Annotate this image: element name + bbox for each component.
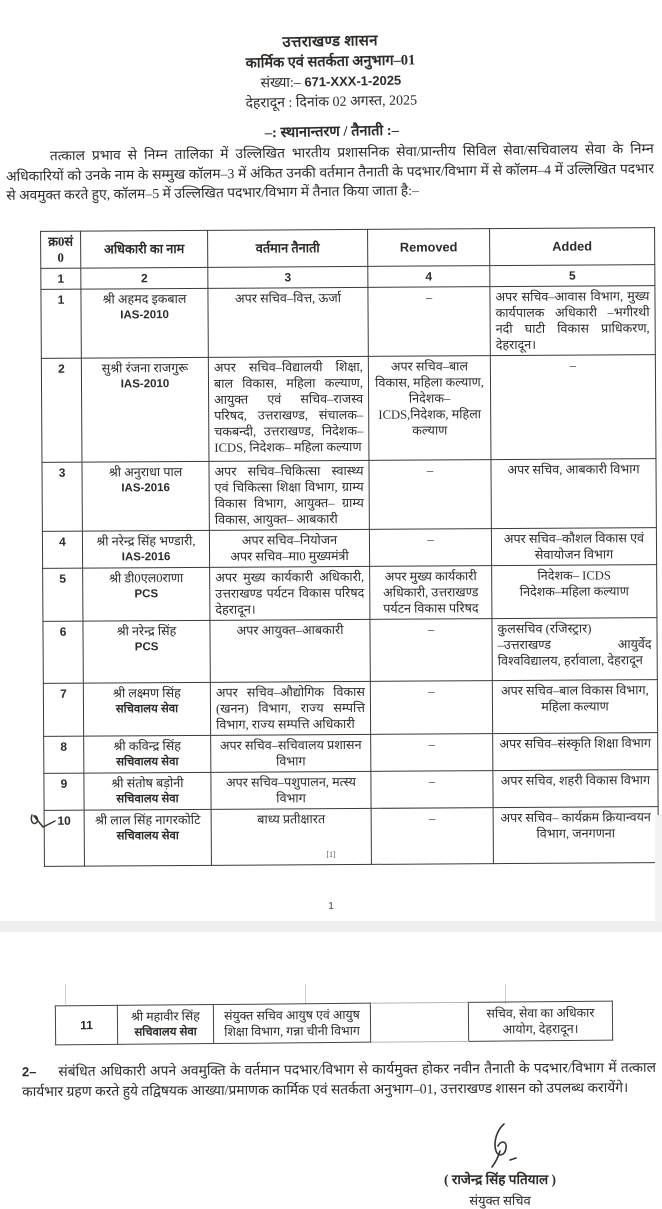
cell-current-posting: अपर सचिव–औद्योगिक विकास (खनन) विभाग, राज्य सम्पत्ति विभाग, राज्य सम्पत्ति अधिकारी — [210, 681, 370, 735]
table-row — [43, 565, 657, 622]
cell-serial: 11 — [55, 1005, 117, 1045]
table-row-11 — [55, 1001, 612, 1045]
cell-added: निदेशक– ICDS निदेशक–महिला कल्याण — [492, 565, 657, 619]
cell-current-posting: अपर सचिव–पशुपालन, मत्स्य विभाग — [211, 771, 371, 809]
para-2-text: संबंधित अधिकारी अपने अवमुक्ति के वर्तमान पदभार/विभाग से कार्यमुक्त होकर नवीन तैनाती के पदभार/विभाग में तत्काल कार्यभार ग्रहण करते हुये तद्विषयक आख्या/प्रमाणक कार्मिक एवं सतर्कता अनुभाग–01, उत्तराखण्ड शासन को उपलब्ध करायेंगे। — [22, 1059, 656, 1100]
cell-serial: 10 — [44, 810, 84, 866]
header-removed: Removed — [368, 229, 490, 267]
cell-serial: 6 — [43, 621, 83, 683]
scan-edge-shadow — [655, 815, 662, 921]
cell-removed: – — [371, 808, 493, 865]
officer-cadre: PCS — [134, 641, 159, 654]
officer-cadre: सचिवालय सेवा — [116, 756, 179, 769]
officer-name: श्री संतोष बड़ोनी — [111, 776, 184, 791]
cell-current-posting: अपर सचिव–चिकित्सा स्वास्थ्य एवं चिकित्सा शिक्षा विभाग, ग्राम्य विकास विभाग, आयुक्त– ग्राम्य विकास, आयुक्त– आबकारी — [209, 460, 369, 530]
cell-added: कुलसचिव (रजिस्ट्रार) –उत्तराखण्ड आयुर्वेद विश्वविद्यालय, हर्रावाला, देहरादून — [492, 618, 657, 681]
cell-removed: अपर सचिव–बाल विकास, महिला कल्याण, निदेशक– ICDS,निदेशक, महिला कल्याण — [368, 356, 491, 461]
officer-cadre: सचिवालय सेवा — [115, 703, 179, 716]
cell-added: अपर सचिव, शहरी विकास विभाग — [493, 770, 658, 808]
letter-number-label: संख्या:– — [260, 75, 302, 92]
col-number-2: 2 — [81, 267, 208, 289]
officer-cadre: सचिवालय सेवा — [116, 793, 179, 806]
signatory-name: ( राजेन्द्र सिंह पतियाल ) — [444, 1172, 556, 1187]
cell-added: अपर सचिव–कौशल विकास एवं सेवायोजन विभाग — [491, 528, 656, 566]
cell-officer-name — [82, 530, 209, 568]
table-row — [41, 286, 655, 359]
cell-serial: 5 — [43, 568, 83, 621]
cell-removed: – — [370, 619, 492, 682]
table-grid-stub — [305, 984, 306, 1004]
handwritten-tick-mark — [28, 808, 58, 832]
signatory-title: संयुक्त सचिव — [469, 1193, 531, 1208]
cell-officer-name — [81, 288, 208, 358]
signature-block — [380, 1118, 620, 1209]
officer-cadre: IAS-2010 — [120, 378, 170, 391]
cell-current-posting: अपर सचिव–वित्त, ऊर्जा — [208, 287, 368, 357]
page-break-band — [0, 921, 662, 932]
cell-current-posting: अपर सचिव–नियोजन अपर सचिव–मा0 मुख्यमंत्री — [209, 529, 369, 567]
cell-removed: अपर मुख्य कार्यकारी अधिकारी, उत्तराखण्ड पर्यटन विकास परिषद — [370, 566, 492, 620]
officer-name: श्री महावीर सिंह — [131, 1009, 200, 1024]
cell-serial: 1 — [41, 289, 81, 358]
para-2 — [22, 1058, 656, 1102]
officer-name: श्री नरेन्द्र सिंह — [116, 624, 177, 639]
header-officer-name: अधिकारी का नाम — [81, 230, 208, 268]
cell-officer-name — [82, 461, 209, 531]
officer-name: श्री अहमद इकबाल — [102, 291, 187, 307]
cell-added: अपर सचिव– कार्यक्रम क्रियान्वयन विभाग, जनगणना — [493, 807, 658, 864]
subject-line: –: स्थानान्तरण / तैनाती :– — [264, 122, 400, 142]
cell-officer-name — [81, 357, 209, 462]
cell-serial: 4 — [42, 531, 82, 568]
header-current-posting: वर्तमान तैनाती — [208, 229, 368, 267]
table-grid-stub — [65, 984, 66, 1004]
officer-cadre: सचिवालय सेवा — [134, 1026, 197, 1039]
cell-current-posting: अपर सचिव–सचिवालय प्रशासन विभाग — [211, 734, 371, 772]
cell-current-posting: बाध्य प्रतीक्षारत — [211, 808, 371, 865]
table-row — [43, 618, 657, 684]
transfer-table-continued — [55, 1001, 613, 1046]
cell-current-posting: अपर सचिव–विद्यालयी शिक्षा, बाल विकास, महिला कल्याण, आयुक्त एवं सचिव–राजस्व परिषद, उत्तराखण्ड, संचालक–चकबन्दी, उत्तराखण्ड, निदेशक– ICDS, निदेशक– महिला कल्याण — [208, 356, 369, 461]
table-header-row — [41, 228, 655, 269]
cell-added: अपर सचिव, आबकारी विभाग — [491, 459, 656, 529]
cell-officer-name — [83, 620, 210, 683]
table-row — [44, 770, 658, 811]
cell-serial: 7 — [43, 683, 83, 736]
cell-added: सचिव, सेवा का अधिकार आयोग, देहरादून। — [468, 1001, 612, 1041]
cell-added: अपर सचिव–आवास विभाग, मुख्य कार्यपालक अधिकारी –भगीरथी नदी घाटी विकास प्राधिकरण, देहरादून। — [490, 286, 655, 356]
place-date-line: देहरादून : दिनांक 02 अगस्त, 2025 — [245, 93, 418, 112]
cell-added: अपर सचिव–संस्कृति शिक्षा विभाग — [493, 733, 658, 771]
cell-officer-name — [83, 682, 210, 736]
officer-name: श्री लाल सिंह नागरकोटि — [94, 812, 201, 828]
cell-serial: 2 — [41, 358, 82, 462]
cell-serial: 8 — [44, 736, 84, 773]
document-header — [0, 26, 662, 149]
officer-cadre: सचिवालय सेवा — [116, 830, 179, 843]
page-marker: [1] — [326, 850, 336, 859]
cell-officer-name — [83, 567, 210, 621]
officer-name: सुश्री रंजना राजगुरू — [101, 360, 189, 376]
cell-removed — [370, 1002, 468, 1042]
org-name: उत्तराखण्ड शासन — [282, 33, 378, 51]
cell-added: अपर सचिव–बाल विकास विभाग, महिला कल्याण — [492, 680, 657, 734]
table-row — [42, 459, 656, 532]
table-row — [44, 733, 658, 774]
table-row — [41, 355, 656, 463]
col-number-1: 1 — [41, 268, 81, 289]
col-number-4: 4 — [368, 266, 490, 288]
officer-cadre: IAS-2010 — [120, 309, 169, 322]
cell-officer-name — [84, 772, 211, 810]
table-row — [43, 680, 657, 737]
cell-serial: 3 — [42, 462, 82, 531]
cell-current-posting: संयुक्त सचिव आयुष एवं आयुष शिक्षा विभाग, गन्ना चीनी विभाग — [213, 1003, 370, 1043]
cell-current-posting: अपर मुख्य कार्यकारी अधिकारी, उत्तराखण्ड पर्यटन विकास परिषद देहरादून। — [210, 566, 370, 620]
col-number-3: 3 — [208, 266, 368, 288]
cell-removed: – — [369, 529, 491, 567]
header-serial: क्र0सं0 — [41, 231, 81, 268]
cell-current-posting: अपर आयुक्त–आबकारी — [210, 619, 370, 682]
intro-paragraph: तत्काल प्रभाव से निम्न तालिका में उल्लिखित भारतीय प्रशासनिक सेवा/प्रान्तीय सिविल सेवा/सचिवालय सेवा के निम्न अधिकारियों को उनके नाम के सम्मुख कॉलम–3 में अंकित उनकी वर्तमान तैनाती के पदभार/विभाग में से कॉलम–4 में उल्लिखित पदभार से अवमुक्त करते हुए, कॉलम–5 में उल्लिखित पदभार/विभाग में तैनात किया जाता है:– — [5, 141, 655, 203]
dept-section-line: कार्मिक एवं सतर्कता अनुभाग–01 — [245, 52, 416, 72]
header-added: Added — [490, 228, 655, 266]
cell-removed: – — [368, 287, 490, 357]
col-number-5: 5 — [490, 265, 655, 287]
officer-name: श्री नरेन्द्र सिंह भण्डारी, — [96, 533, 196, 549]
officer-name: श्री अनुराधा पाल — [108, 465, 183, 480]
cell-removed: – — [369, 460, 491, 530]
cell-removed: – — [371, 771, 493, 809]
cell-officer-name — [84, 735, 211, 773]
table-row — [42, 528, 656, 569]
letter-number-value: 671-XXX-1-2025 — [304, 72, 402, 90]
officer-name: श्री डी0एल0राणा — [109, 571, 184, 586]
officer-name: श्री लक्ष्मण सिंह — [112, 686, 181, 701]
cell-removed: – — [371, 734, 493, 772]
officer-name: श्री कविन्द्र सिंह — [113, 739, 181, 754]
cell-serial: 9 — [44, 773, 84, 810]
officer-cadre: IAS-2016 — [121, 551, 171, 564]
cell-added: – — [490, 355, 656, 460]
cell-removed: – — [370, 681, 492, 735]
para-2-number: 2– — [21, 1064, 37, 1080]
page-number: 1 — [328, 901, 334, 912]
cell-officer-name — [117, 1005, 213, 1045]
officer-cadre: PCS — [134, 588, 159, 601]
officer-cadre: IAS-2016 — [121, 482, 170, 495]
transfer-order-table — [40, 227, 659, 867]
signature-scribble-icon — [477, 1118, 523, 1168]
